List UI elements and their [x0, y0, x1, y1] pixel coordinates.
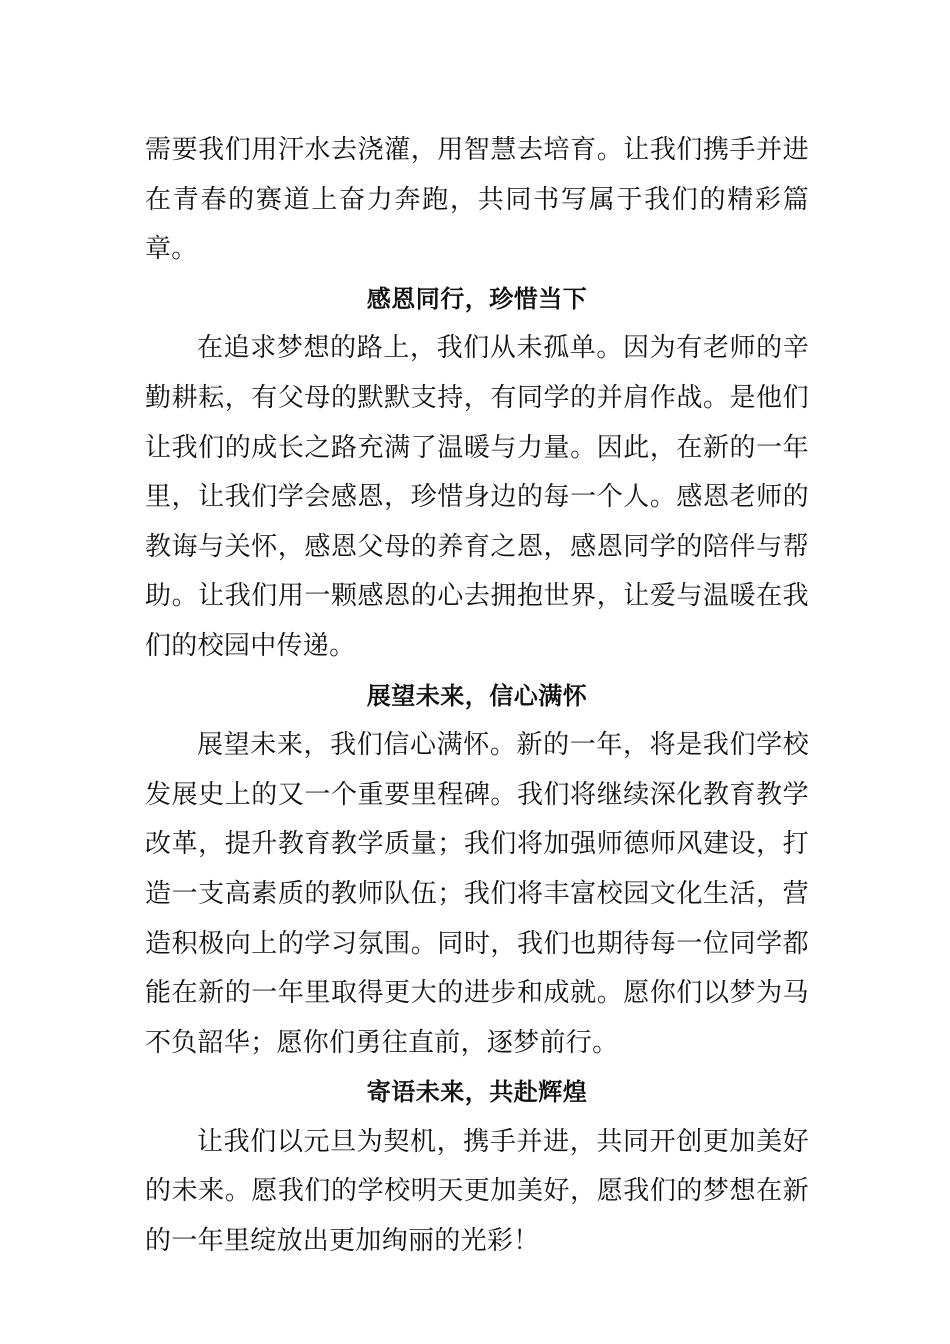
paragraph-gratitude: 在追求梦想的路上，我们从未孤单。因为有老师的辛勤耕耘，有父母的默默支持，有同学的并肩作战。是他们让我们的成长之路充满了温暖与力量。因此，在新的一年里，让我们学会感恩，珍惜身边的每一个人。感恩老师的教诲与关怀，感恩父母的养育之恩，感恩同学的陪伴与帮助。让我们用一颗感恩的心去拥抱世界，让爱与温暖在我们的校园中传递。	[145, 333, 809, 661]
paragraph-wishes: 让我们以元旦为契机，携手并进，共同开创更加美好的未来。愿我们的学校明天更加美好，愿我们的梦想在新的一年里绽放出更加绚丽的光彩！	[145, 1126, 809, 1257]
section-heading-wishes: 寄语未来，共赴辉煌	[366, 1078, 588, 1107]
section-heading-outlook: 展望未来，信心满怀	[366, 681, 588, 710]
document-body	[145, 126, 809, 1267]
section-heading-gratitude: 感恩同行，珍惜当下	[366, 284, 588, 313]
paragraph-intro-continued: 需要我们用汗水去浇灌，用智慧去培育。让我们携手并进在青春的赛道上奋力奔跑，共同书写属于我们的精彩篇章。	[145, 135, 809, 265]
paragraph-outlook: 展望未来，我们信心满怀。新的一年，将是我们学校发展史上的又一个重要里程碑。我们将继续深化教育教学改革，提升教育教学质量；我们将加强师德师风建设，打造一支高素质的教师队伍；我们将丰富校园文化生活，营造积极向上的学习氛围。同时，我们也期待每一位同学都能在新的一年里取得更大的进步和成就。愿你们以梦为马不负韶华；愿你们勇往直前，逐梦前行。	[145, 730, 809, 1058]
